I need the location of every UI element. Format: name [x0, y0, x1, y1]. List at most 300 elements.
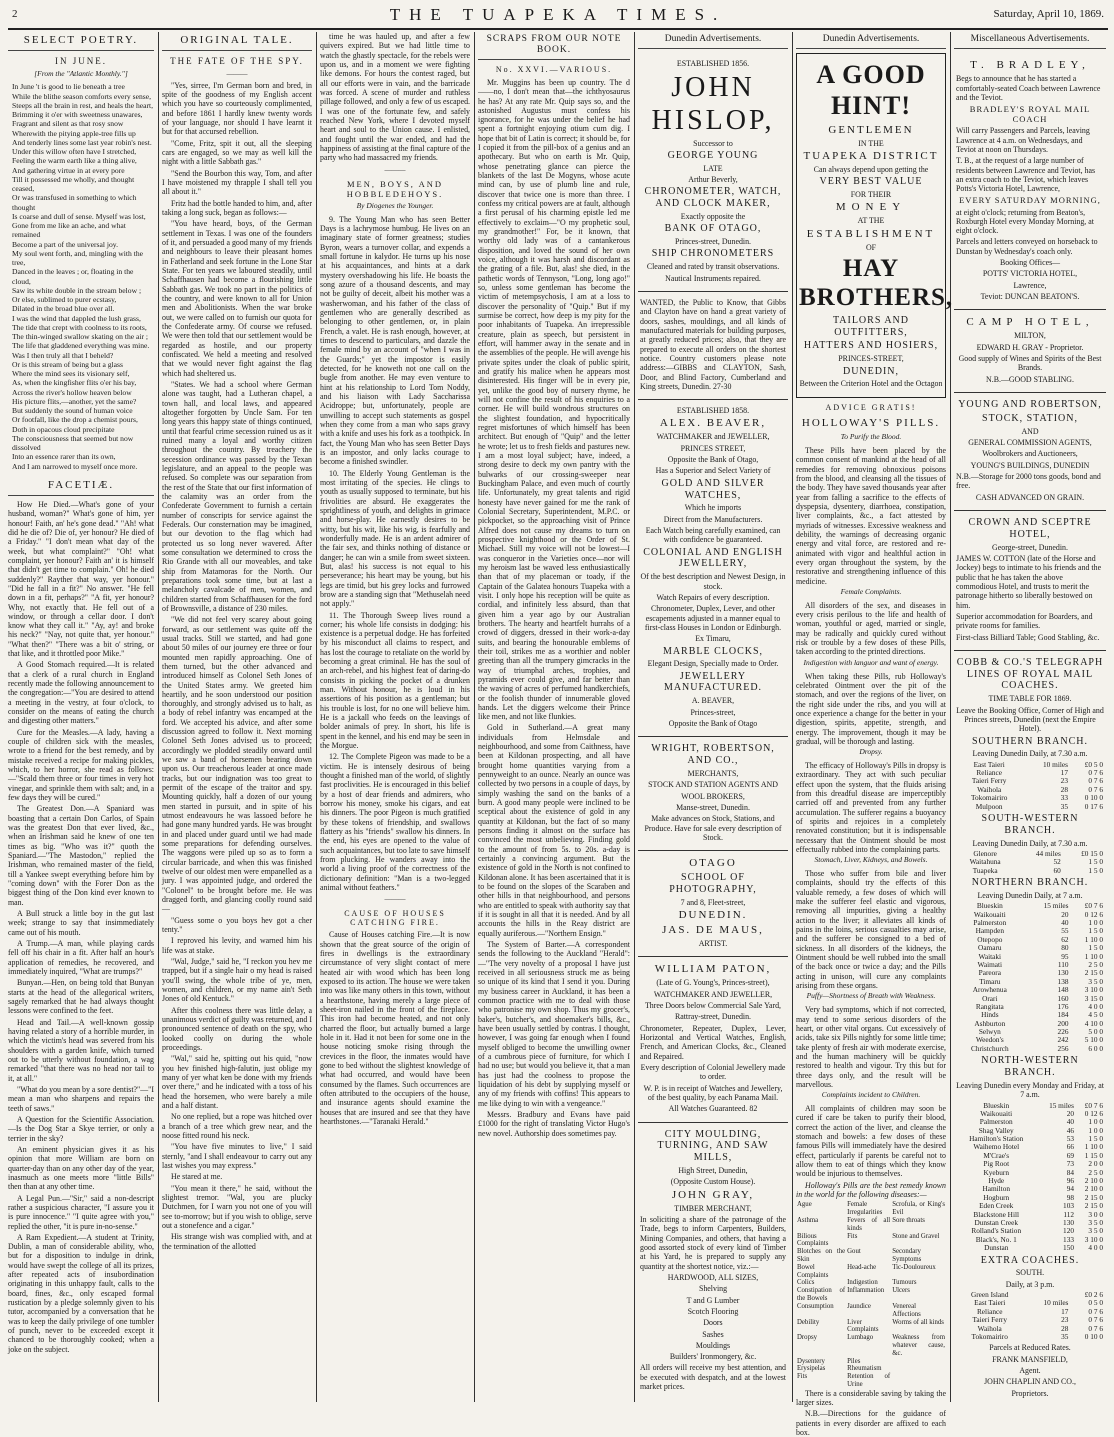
- ad-text: BANK OF OTAGO,: [664, 223, 762, 235]
- poem-line: In June 't is good to lie beneath a tree: [12, 82, 125, 92]
- branch-title: SOUTHERN BRANCH.: [971, 735, 1088, 747]
- stop-distance: 98: [1066, 1192, 1074, 1202]
- ad-text: Leaving Dunedin Daily, at 7.30 a.m.: [972, 749, 1088, 759]
- ad-text: EVERY SATURDAY MORNING,: [959, 195, 1101, 206]
- ad-item: Doors: [703, 1318, 723, 1328]
- ad-text: JAMES W. COTTON (late of the Horse and Jockey) begs to intimate to his friends and the public that he has taken the above commodious Hotel, and trusts to merit the patronage hitherto so liberally bestowed on him.: [956, 553, 1102, 610]
- stop-distance: 55: [1061, 926, 1069, 936]
- stop-fare: 4 0 0: [1088, 1243, 1103, 1253]
- ad-text: ESTABLISHED 1858.: [676, 406, 750, 416]
- paragraph: A Trump.—A man, while playing cards fell off his chair in a fit. After half an hour's application of remedies, he recovered, and immediately inquired, "What are trumps?": [8, 938, 154, 976]
- ad-item: Builders' Ironmongery, &c.: [669, 1352, 757, 1362]
- paragraph: 10. The Elderly Young Gentleman is the most irritating of the species. He clings to youth as usually supposed to terminate, but his frivolities are absurd. He exaggerates the sprightliness of youth, and delights in grimace and horse-play. He earnestly desires to be witty, but his wit, like his wig, is fearfully and wonderfully made. He is an ardent admirer of the fair sex, and thinks nothing of distance or danger; he can win a smile from sweet sixteen. But, alas! his success is not equal to his perseverance; his heart may be young, but his legs are timid, but his grey locks and furrowed brow are a standing sign that "Methuselah need not apply.": [320, 468, 470, 609]
- ad-text: Can always depend upon getting the: [813, 164, 929, 174]
- ad-good-hint: [796, 53, 954, 398]
- poem-line: His picture flits,—another, yet the same?: [12, 396, 137, 406]
- ad-text: ARTIST.: [698, 938, 728, 948]
- ad-text: FOR THEIR: [850, 189, 892, 199]
- ad-text: Watch Repairs of every description.: [656, 592, 770, 602]
- ad-name: SCHOOL OF PHOTOGRAPHY,: [669, 872, 757, 895]
- disease-cell: Weakness from whatever cause, &c.: [892, 1334, 945, 1357]
- stop-name: Rolland's Station: [971, 1226, 1022, 1236]
- ad-text: LATE: [703, 163, 723, 173]
- ad-text: DUNEDIN.: [678, 909, 748, 922]
- disease-row: [796, 1248, 946, 1264]
- disease-row: [796, 1279, 946, 1287]
- poem-line: Fragrant and silent as that rosy snow: [12, 119, 124, 129]
- disease-cell: Dysentery: [797, 1357, 825, 1365]
- stop-fare: 0 7 6: [1088, 768, 1103, 778]
- stop-fare: 2 15 0: [1084, 968, 1103, 978]
- stop-name: Palmerston: [979, 1117, 1013, 1127]
- scraps-body: [478, 78, 630, 1138]
- poem-line: Become a part of the universal joy.: [12, 239, 118, 249]
- stop-fare: £0 5 0: [1084, 759, 1103, 769]
- branch-title: NORTH-WESTERN BRANCH.: [981, 1055, 1079, 1079]
- ad-text: High Street, Dunedin,: [678, 1165, 748, 1175]
- stop-distance: 10 miles: [1043, 1298, 1069, 1308]
- timetable-row: [956, 1236, 1104, 1244]
- paragraph: N.B.—Directions for the guidance of patients in every disorder are affixed to each box.: [796, 1409, 946, 1437]
- stop-distance: 226: [1057, 1027, 1069, 1037]
- ad-text: WOOL BROKERS,: [681, 791, 745, 801]
- ad-name: T. BRADLEY,: [970, 59, 1090, 72]
- stop-fare: 5 0 0: [1088, 1027, 1103, 1037]
- subheading: Puffy—Shortness of Breath with Weakness.: [806, 991, 936, 1001]
- stop-fare: 1 10 0: [1084, 1142, 1103, 1152]
- stop-distance: 95: [1061, 951, 1069, 961]
- ad-text: Elegant Design, Specially made to Order.: [647, 659, 779, 669]
- ad-text: Cleaned and rated by transit observations.: [646, 262, 780, 272]
- ad-text: JOHN CHAPLIN AND CO.,: [984, 1377, 1076, 1387]
- section-title: MEN, BOYS, AND HOBBLEDEHOYS.: [346, 178, 444, 199]
- ad-text: OF: [865, 242, 877, 252]
- paragraph: No one replied, but a rope was hitched over a branch of a tree which grew near, and the noose fitted round his neck.: [162, 1112, 312, 1140]
- stop-name: Glenore: [973, 848, 997, 858]
- poem-line: And gathering virtue in at every pore: [12, 165, 125, 175]
- paragraph: Cause of Houses catching Fire.—It is now shown that the great source of the origin of fires in dwellings is the extraordinary circumstance of very slight contact of mere heated air with wood which has been long exposed to its action. The house we were taken into was like many others in this town, without a hearthstone, having merely a large piece of sheet-iron nailed in the front of the fireplace. This iron had become heated, and not only charred the floor, but actually burned a large hole in it. Had it not been for some one in the house noticing smoke rising through the crevices in the floor, the inmates would have gone to bed without the slightest knowledge of what had occurred, and would have been consumed by the flames. Such occurrences are often attributed to the occupiers of the house, and insurance agents should examine the houses that are insured and see that they have hearthstones.—"Taranaki Herald.": [320, 930, 470, 1127]
- ad-text: YOUNG'S BUILDINGS, DUNEDIN: [970, 460, 1090, 470]
- section-heading: FACETIÆ.: [8, 477, 154, 496]
- paragraph: The Greatest Don.—A Spaniard was boasting that a certain Don Carlos, of Spain was the greatest Don that ever lived, &c., when an Irishman said he knew of one ten times as big. "Who was it?" quoth the Spaniard.—"The Mastodon," replied the Irishman, who remained master of the field, till a Yankee swept everything before him by "coming down" with the Forer Don as the biggest thing of the Don kind ever known to man.: [8, 804, 154, 907]
- ad-name: WILLIAM PATON,: [654, 963, 772, 976]
- disease-cell: Blotches on the Skin: [797, 1248, 846, 1263]
- ad-text: Parcels at Reduced Rates.: [989, 1343, 1071, 1353]
- paragraph: All disorders of the sex, and diseases in every crisis perilous to the life and health of woman, youthful or aged, married or single, may be radically and quickly cured without risk or trouble by a few doses of these Pills, taken according to the printed directions.: [796, 600, 946, 657]
- disease-cell: [891, 1373, 946, 1389]
- disease-cell: Indigestion: [847, 1279, 878, 1287]
- fire-article: [320, 909, 470, 1127]
- ad-paton: [638, 957, 788, 1122]
- timetable-row: [956, 1143, 1104, 1151]
- paragraph: Messrs. Bradbury and Evans have paid £1000 for the right of translating Victor Hugo's new novel. Authorship does sometimes pay.: [478, 1109, 630, 1138]
- stop-name: Green Island: [970, 1289, 1009, 1299]
- ad-text: T. B., at the request of a large number of residents between Lawrence and Teviot, has an extra coach to the Teviot, which leaves Potts's Victoria Hotel, Lawrence,: [956, 156, 1096, 194]
- paragraph: How He Died.—What's gone of your husband, woman?" What's gone of him, yer honour! Faith, an' he's gone dead." "Ah! what did he die of? Die of, yer honour? He died of a Friday." "I don't mean what day of the week, but what complaint?" "Oh! what complaint, yer honour? Faith an' it is himself that didn't get time to complain." Oh! he died suddenly?" Rayther that way, yer honour." "Did he fall in a fit?" No answer. "He fell down in a fit, perhaps?" "A fit, yer honour? Why, not exactly that. He fell out of a window, or through a cellar door. I don't know what they call it." "Ay, ay! and broke his neck?" "Nay, not quite that, yer honour." "What then?" "There was a bit o' string, or that like, and it throttled poor Mike.": [8, 499, 154, 659]
- ad-text: N.B.—GOOD STABLING.: [986, 374, 1074, 384]
- poem: [8, 82, 154, 471]
- stop-fare: 0 10 0: [1084, 1331, 1103, 1341]
- stop-distance: 130: [1057, 968, 1069, 978]
- stop-fare: 3 0 0: [1088, 1209, 1103, 1219]
- poem-line: Till it possessed me wholly, and thought ceased,: [12, 174, 135, 194]
- ad-text: AND: [1021, 426, 1039, 436]
- ad-text: Leave the Booking Office, Corner of High and Princes streets, Dunedin (next the Empire Hotel).: [956, 705, 1104, 734]
- stop-fare: 4 10 0: [1084, 1018, 1103, 1028]
- stop-distance: 44 miles: [1035, 848, 1061, 858]
- ad-text: CHRONOMETER, WATCH, AND CLOCK MAKER,: [644, 186, 782, 210]
- essay-body: [320, 215, 470, 893]
- paragraph: I reproved his levity, and warned him his life was at stake.: [162, 936, 312, 955]
- ad-text: Superior accommodation for Boarders, and private rooms for families.: [956, 611, 1093, 631]
- ad-text: PRINCES-STREET,: [838, 354, 904, 364]
- branch-title: SOUTH-WESTERN BRANCH.: [981, 813, 1079, 836]
- stop-fare: 3 15 0: [1084, 993, 1103, 1003]
- ad-wright-robertson: [638, 737, 788, 851]
- stop-distance: 60: [1053, 865, 1061, 875]
- stop-name: Ashburton: [974, 1018, 1006, 1028]
- stop-distance: 46: [1066, 1125, 1074, 1135]
- section-heading: Miscellaneous Advertisements.: [954, 32, 1106, 49]
- stop-fare: 2 10 0: [1084, 1184, 1103, 1194]
- ad-text: Successor to: [693, 138, 733, 148]
- stop-name: Tokomairiro: [971, 1331, 1008, 1341]
- stop-distance: 20: [1066, 1108, 1074, 1118]
- ad-text: IN THE: [858, 138, 884, 148]
- ad-text: WANTED, the Public to Know, that Gibbs and Clayton have on hand a great variety of doors, sashes, mouldings, and all kinds of manufactured materials for building purposes, at greatly reduced prices; also, that they are prepared to execute all orders on the shortest notice. Country customers please note address:—GIBBS and CLAYTON, Sash, Door, and Blind Factory, Cumberland and King streets, Dunedin. 27-30: [640, 297, 786, 391]
- stop-name: Waitaki: [978, 951, 1002, 961]
- ad-text: Arthur Beverly,: [688, 175, 738, 185]
- ad-text: Chronometer, Repeater, Duplex, Lever, Horizontal and Vertical Watches, English, French, and American Clocks, &c., Cleaned and Repaired.: [640, 1023, 786, 1061]
- column-tale: [162, 32, 317, 1402]
- stop-fare: 1 5 0: [1088, 1134, 1103, 1144]
- branch-title: NORTHERN BRANCH.: [971, 877, 1089, 889]
- disease-cell: Piles: [847, 1357, 861, 1365]
- ad-text: OTAGO: [689, 857, 737, 870]
- paragraph: "Yes, sirree, I'm German born and bred, in spite of the goodness of my English accent which you have so courteously complimented, and before 1861 I hardly knew twenty words of your language, nor should I have learnt it but for that accursed rebellion.: [162, 80, 312, 137]
- stop-fare: 2 15 0: [1084, 1192, 1103, 1202]
- stop-distance: 242: [1057, 1035, 1069, 1045]
- paragraph: 11. The Thorough Sweep lives round a corner; his whole life consists in dodging: his existence is a perpetual dodge. He has forfeited by his misconduct all claims to respect, and has lost the courage to retaliate on the world by becoming a great criminal. He has the soul of an arch-rebel, and his highest feat of daring-do consists in picking the pocket of a drunken man. Without honour, he is loud in his assertions of his position as a gentleman; but his trouble is lost, for no one will believe him. He is a jackall who feeds on the leavings of bolder animals of prey. In short, his life is spent in the kennel, and his end may be seen in the Morgue.: [320, 610, 470, 751]
- section-heading: SELECT POETRY.: [8, 32, 154, 51]
- ad-text: MONEY: [835, 201, 907, 214]
- ad-beaver: [638, 400, 788, 737]
- stop-name: Mulpoon: [975, 801, 1003, 811]
- ad-name: A GOOD HINT!: [816, 60, 926, 120]
- ad-item: T and G Lumber: [686, 1295, 740, 1305]
- disease-cell: Debility: [797, 1318, 820, 1326]
- disease-cell: Venereal Affections: [892, 1302, 921, 1318]
- ad-text: Teviot: DUNCAN BEATON'S.: [980, 292, 1080, 302]
- disease-cell: [891, 1365, 946, 1373]
- stop-fare: 4 5 0: [1088, 1010, 1103, 1020]
- stop-name: Timaru: [979, 976, 1001, 986]
- ad-text: Leaving Dunedin Daily, at 7 a.m.: [977, 890, 1083, 900]
- ad-wanted: [638, 292, 788, 400]
- stop-fare: £0 7 6: [1084, 1100, 1103, 1110]
- ad-cobb-coaches: [954, 651, 1106, 1406]
- stop-name: Orari: [982, 993, 998, 1003]
- ad-text: GENERAL COMMISSION AGENTS,: [968, 437, 1092, 447]
- stop-distance: 10 miles: [1043, 759, 1068, 769]
- disease-cell: Asthma: [797, 1216, 819, 1224]
- timetable-row: [956, 1177, 1104, 1185]
- stop-name: Dunstan Creek: [974, 1217, 1019, 1227]
- disease-row: [796, 1319, 946, 1335]
- stop-fare: £0 2 6: [1084, 1289, 1103, 1299]
- timetable: [956, 761, 1104, 811]
- timetable-row: [956, 1244, 1104, 1252]
- ad-text: HAY BROTHERS,: [799, 254, 954, 312]
- paragraph: "What do you mean by a sore dentist?"—"I mean a man who sharpens and repairs the teeth of saws.": [8, 1084, 154, 1113]
- paragraph: Very bad symptoms, which if not corrected, may tend to some serious disorders of the heart, or other vital organs. Cut excessively of acids, take six Pills nightly for some little time; take plenty of fresh air with moderate exercise, and the human machinery will be quickly restored to health and vigour. Try this but for three days only, and the result will be marvellous.: [796, 1005, 946, 1089]
- ad-text: 7 and 8, Fleet-street,: [680, 897, 746, 907]
- ad-text: MERCHANTS,: [687, 768, 739, 778]
- ad-text: Three Doors below Commercial Sale Yard,: [644, 1000, 782, 1010]
- ad-text: JAS. DE MAUS,: [662, 924, 764, 937]
- story-continued: [320, 32, 470, 163]
- ad-text: EDWARD H. GRAY - Proprietor.: [976, 342, 1084, 352]
- disease-cell: Secondary Symptoms: [892, 1248, 922, 1263]
- ad-text: PRINCES STREET,: [680, 443, 746, 453]
- stop-name: Blueskin: [983, 1100, 1010, 1110]
- stop-name: Black's, No. 1: [975, 1234, 1017, 1244]
- stop-fare: 1 10 0: [1084, 934, 1103, 944]
- stop-fare: 2 5 0: [1088, 959, 1103, 969]
- ad-name: YOUNG AND ROBERTSON,: [958, 399, 1102, 411]
- paragraph: "Come, Fritz, spit it out, all the sleeping cars are engaged, so we may as well kill the night with a little Sabbath gas.": [162, 138, 312, 167]
- paragraph: Head and Tail.—A well-known gossip having related a story of a horrible murder, in which the victim's head was severed from his shoulders with a garden knife, which turned out to be utterly without foundation, a wag remarked "that there was no head nor tail to it, at all.": [8, 1017, 154, 1083]
- disease-cell: Jaundice: [847, 1302, 871, 1310]
- stop-distance: 40: [1066, 1117, 1074, 1127]
- poem-line: Saw its white double in the stream below ;: [12, 285, 142, 295]
- ad-camp-hotel: [954, 310, 1106, 393]
- disease-cell: Constipation of the Bowels: [797, 1287, 846, 1303]
- ad-bradley: [954, 53, 1106, 310]
- ad-text: WATCHMAKER AND JEWELLER,: [653, 989, 773, 999]
- stop-name: Waitahuna: [969, 857, 1001, 867]
- stop-fare: 0 17 6: [1084, 801, 1103, 811]
- section-heading: Dunedin Advertisements.: [638, 32, 788, 49]
- paragraph: "We did not feel very scarey about going forward, as our settlement was quite off the usual tracks. Still we started, and had gone about 50 miles of our journey ere three or four mounted men rapidly approaching. One of them turned, but the other advanced and introduced himself as Colonel Seth Jones of the United States army. We greeted him heartily, and he soon understood our position thoroughly, and strongly advised us to halt, as a body of rebel infantry was encamped at the ford. We accepted his advice, and after some discussion agreed to follow it. Next morning Colonel Seth Jones advised us to proceed; accordingly we plodded steadily onward until we saw a band of horsemen bearing down upon us. Our treacherous leader at once made tracks, but our indignation was too great to permit of the escape of the traitor and spy. Mounting quickly, half a dozen of our young men started in pursuit, and in spite of his utmost endeavours he was lassoed before he had gone many hundred yards. He was brought in and placed under guard until we had made some preparations for defending ourselves. The waggons were piled up so as to form a circular barricade, and when this was finished twelve of our oldest men were empanelled as a jury. I was appointed judge, and ordered the "Colonel" to be brought before me. He was dragged forth, and glancing coolly round said—: [162, 615, 312, 914]
- stop-name: Tuapeka: [972, 865, 998, 875]
- disease-cell: Gout: [847, 1248, 861, 1256]
- ad-text: TAILORS AND OUTFITTERS,: [832, 314, 910, 338]
- stop-distance: 103: [1063, 1201, 1074, 1211]
- timetable-row: [956, 1169, 1104, 1177]
- ad-item: Shelving: [698, 1284, 728, 1294]
- disease-cell: Tumours: [892, 1279, 917, 1287]
- poem-line: As, when the kingfisher flits o'er his bay,: [12, 378, 137, 388]
- poem-line: Or is this stream of being but a glass: [12, 359, 123, 369]
- ad-text: CASH ADVANCED ON GRAIN.: [975, 492, 1085, 502]
- ad-text: JEWELLERY MANUFACTURED.: [663, 670, 763, 694]
- ad-text: N.B.—Storage for 2000 tons goods, bond and free.: [956, 471, 1101, 491]
- stop-name: Waihola: [977, 1323, 1002, 1333]
- disease-row: [796, 1303, 946, 1319]
- timetable-row: [956, 1110, 1104, 1118]
- paragraph: Gold in Sutherland.—A great many individuals from Helmsdale and neighbourhood, and some from Caithness, have been at Kildonan prospecting, and all have brought home quantities varying from a pennyweight to an ounce. Nearly an ounce was collected by two persons in a couple of days, by simply washing the sand on the banks of a burn. A good many people were inclined to be sceptical about the existence of gold in any quantity at Kildonan, but the fact of so many persons finding it almost on the surface has convinced the most unbelieving. Finding gold to the amount of from 5s. to 20s. a-day is certainly a convincing argument. But the existence of gold in the North is not confined to Kildonan alone. It has been ascertained that it is to be found on the slopes of the Scaraben and other hills in that neighbourhood, and persons who are entitled to speak with authority say that if it is sought in all that it is needed. And by all accounts the hills in the Reay district are equally auriferous.—"Northern Ensign.": [478, 723, 630, 938]
- disease-row: [796, 1217, 946, 1233]
- ad-text: WATCHMAKER and JEWELLER,: [656, 432, 770, 442]
- stop-distance: 35: [1060, 801, 1068, 811]
- stop-fare: 1 0 0: [1088, 918, 1103, 927]
- ad-text: AT THE: [857, 216, 885, 226]
- timetable-row: [956, 803, 1104, 811]
- paragraph: A Legal Pun.—"Sir," said a non-descript rather a suspicious character, "I assure you it is pure innocence." "I quite agree with you," replied the other, "it is pure in-no-sense.": [8, 1193, 154, 1231]
- timetable: [956, 902, 1104, 1053]
- poem-line: But suddenly the sound of human voice: [12, 406, 133, 416]
- stop-fare: 5 10 0: [1084, 1035, 1103, 1045]
- disease-cell: Rheumatism: [847, 1365, 882, 1373]
- ad-text: COLONIAL AND ENGLISH JEWELLERY,: [643, 546, 783, 570]
- divider: ———: [384, 165, 406, 174]
- poem-line: Was I then truly all that I beheld?: [12, 350, 114, 360]
- stop-distance: 138: [1057, 976, 1069, 986]
- stop-fare: £0 15 0: [1081, 848, 1103, 858]
- stop-distance: 15 miles: [1043, 901, 1069, 911]
- stop-distance: 176: [1057, 1001, 1069, 1011]
- disease-cell: Bowel Complaints: [797, 1263, 829, 1279]
- ad-text: GOLD AND SILVER WATCHES,: [661, 477, 765, 501]
- ad-text: Between the Criterion Hotel and the Octagon: [799, 379, 943, 389]
- poem-line: Wherewith the pitying apple-tree fills up: [12, 128, 136, 138]
- newspaper-title: THE TUAPEKA TIMES.: [389, 5, 727, 24]
- paragraph: "Send the Bourbon this way, Tom, and after I have moistened my thrapple I shall tell you all about it.": [162, 168, 312, 197]
- ad-text: MARBLE CLOCKS,: [662, 645, 764, 657]
- timetable-row: [956, 1160, 1104, 1168]
- stop-name: Waihemo Hotel: [973, 1142, 1020, 1152]
- stop-name: Taieri Ferry: [971, 776, 1007, 786]
- facetiae-list: [8, 500, 154, 1354]
- stop-distance: 17: [1060, 768, 1068, 778]
- ad-text: Of the best description and Newest Design, in stock.: [640, 572, 786, 591]
- stop-name: Rangitata: [975, 1001, 1004, 1011]
- stop-name: Waikouaiti: [980, 1108, 1013, 1118]
- disease-cell: Colics: [797, 1279, 815, 1287]
- disease-cell: Fits: [847, 1232, 858, 1240]
- stop-distance: 23: [1060, 776, 1068, 786]
- ad-text: GENTLEMEN: [828, 123, 914, 136]
- poem-line: Is coarse and dull of sense. Myself was lost,: [12, 211, 146, 221]
- ad-text: Good supply of Wines and Spirits of the Best Brands.: [958, 354, 1102, 373]
- poem-line: The tide that crept with coolness to its roots,: [12, 322, 147, 332]
- paragraph: There is a considerable saving by taking the larger sizes.: [796, 1388, 946, 1408]
- stop-name: Blackstone Hill: [973, 1209, 1020, 1219]
- scraps-number: No. XXVI.—VARIOUS.: [495, 65, 613, 75]
- subheading: Female Complaints.: [840, 586, 902, 596]
- ad-text: Direct from the Manufacturers.: [663, 514, 763, 524]
- ad-text: POTTS' VICTORIA HOTEL,: [982, 269, 1078, 279]
- poem-line: Across the river's hollow heaven below: [12, 387, 132, 397]
- stop-fare: 3 5 0: [1088, 976, 1103, 986]
- stop-fare: 1 5 0: [1088, 865, 1103, 875]
- ad-text: George-street, Dunedin.: [992, 542, 1068, 552]
- ad-text: Leaving Dunedin every Monday and Friday, at 7 a.m.: [956, 1080, 1104, 1100]
- stop-name: Blueskin: [976, 901, 1003, 911]
- ad-text: First-class Billiard Table; Good Stabling, &c.: [956, 632, 1100, 642]
- timetable-row: [956, 969, 1104, 977]
- stop-fare: 0 10 0: [1084, 793, 1103, 803]
- stop-name: Shag Valley: [978, 1125, 1014, 1135]
- ad-text: SHIP CHRONOMETERS: [651, 248, 775, 260]
- paragraph: "Wal," said he, spitting out his quid, "now you hev finished high-falutin, just oblige my many of yer what ken be done with my friends over there," and he indicated with a toss of his head the horsemen, who were barely a mile and a half distant.: [162, 1054, 312, 1110]
- ad-text: HARDWOOD, ALL SIZES,: [667, 1272, 759, 1282]
- ad-text: SOUTH.: [1015, 1268, 1045, 1278]
- ad-text: Has a Superior and Select Variety of: [655, 466, 771, 476]
- stop-distance: 256: [1057, 1043, 1069, 1053]
- ad-text: Agent.: [1019, 1365, 1041, 1375]
- stop-distance: 20: [1061, 909, 1069, 919]
- ad-text: Princes-street,: [690, 707, 736, 717]
- stop-distance: 112: [1063, 1209, 1074, 1219]
- ad-number: 82: [749, 1104, 758, 1114]
- timetable-row: [956, 1045, 1104, 1053]
- poem-line: The life that gladdened everything was mine.: [12, 341, 150, 351]
- ad-text: Woolbrokers and Auctioneers,: [982, 449, 1078, 459]
- stop-name: Hogburn: [983, 1192, 1010, 1202]
- ad-text: JOHN GRAY,: [671, 1188, 755, 1201]
- story-title: THE FATE OF THE SPY.: [170, 55, 304, 66]
- column-scraps: [478, 32, 635, 1402]
- paragraph: "Wal, Judge," said he, "I reckon you hev me trapped, but if a single hair o my head is raised you'll swing, the whole tribe of ye, men, women, and children, or my name ain't Seth Jones of old Kentuck.": [162, 957, 312, 1004]
- stop-distance: 148: [1057, 985, 1069, 995]
- ad-text: In soliciting a share of the patronage of the Trade, begs to inform Carpenters, Builders, Mining Companies, and others, that having a good assorted stock of every kind of Timber at his Yard, he is prepared to supply any quantity at the shortest notice, viz.:—: [640, 1214, 786, 1271]
- poem-line: Or footfall, like the drop a chemist pours,: [12, 415, 138, 425]
- disease-cell: Liver Complaints: [847, 1318, 879, 1334]
- branch-title: EXTRA COACHES.: [980, 1254, 1080, 1266]
- stop-fare: 1 15 0: [1084, 1150, 1103, 1160]
- poem-line: And I am narrowed to myself once more.: [12, 461, 138, 471]
- stop-distance: 160: [1057, 993, 1069, 1003]
- stop-fare: 2 0 0: [1088, 1159, 1103, 1169]
- ad-name: CROWN AND SCEPTRE HOTEL,: [968, 516, 1092, 540]
- ad-text: ESTABLISHED 1856.: [676, 59, 750, 69]
- paragraph: Holloway's Pills are the best remedy known in the world for the following diseases:—: [796, 1180, 946, 1199]
- stop-name: Palmerston: [973, 918, 1007, 927]
- poem-line: Dilated in the broad blue over all.: [12, 304, 115, 314]
- paragraph: When taking these Pills, rub Holloway's celebrated Ointment over the pit of the stomach, and over the regions of the liver, on the right side under the ribs, and you will at once experience a change for the better in your digestion, spirits, appetite, strength, and energy. The improvement, though it may be gradual, will be thorough and lasting.: [796, 671, 946, 746]
- stop-distance: 184: [1057, 1010, 1069, 1020]
- disease-cell: Tic-Douloureux: [892, 1263, 936, 1271]
- column-essays: [320, 32, 475, 1402]
- stop-name: Arowhenua: [972, 985, 1007, 995]
- ad-text: Lawrence,: [1013, 280, 1047, 290]
- ad-text: Chronometer, Duplex, Lever, and other escapements adjusted in a manner equal to first-class Houses in London or Edinburgh.: [644, 604, 782, 632]
- disease-table: [796, 1201, 946, 1389]
- stop-distance: 40: [1061, 918, 1069, 927]
- paragraph: His strange wish was complied with, and at the termination of the allotted: [162, 1232, 312, 1251]
- stop-distance: 28: [1061, 1323, 1069, 1333]
- byline: By Diogenes the Younger.: [356, 200, 434, 210]
- disease-row: [796, 1287, 946, 1303]
- subheading: Indigestion with languor and want of energy.: [803, 657, 939, 667]
- stop-name: Waihola: [977, 784, 1002, 794]
- poem-line: My soul went forth, and, mingling with the tree,: [12, 248, 143, 268]
- paragraph: "You mean it there," he said, without the slightest tremor. "Wal, you are plucky Dutchmen, for I warn you not one of you will see to-morrow; but if you wish to oblige, serve out a stonefence and a cigar.": [162, 1183, 312, 1230]
- stop-distance: 120: [1063, 1226, 1074, 1236]
- ad-photography: [638, 851, 788, 957]
- ad-text: Opposite the Bank of Otago: [668, 718, 758, 728]
- ad-item: Sashes: [702, 1329, 724, 1339]
- stop-fare: 1 5 0: [1088, 857, 1103, 867]
- paragraph: "You have five minutes to live," I said sternly, "and I shall endeavour to carry out any last wishes you may express.": [162, 1142, 312, 1170]
- disease-row: [796, 1233, 946, 1249]
- poem-line: Or was transfused in something to which thought: [12, 193, 137, 212]
- paragraph: An eminent physician gives it as his opinion that more William are born on quarter-day than on any other day of the year, inasmuch as one meets more "little Bills" then than at any other time.: [8, 1144, 154, 1192]
- poem-line: Danced in the leaves ; or, floating in the cloud,: [12, 267, 134, 286]
- disease-cell: Retention of Urine: [847, 1373, 891, 1388]
